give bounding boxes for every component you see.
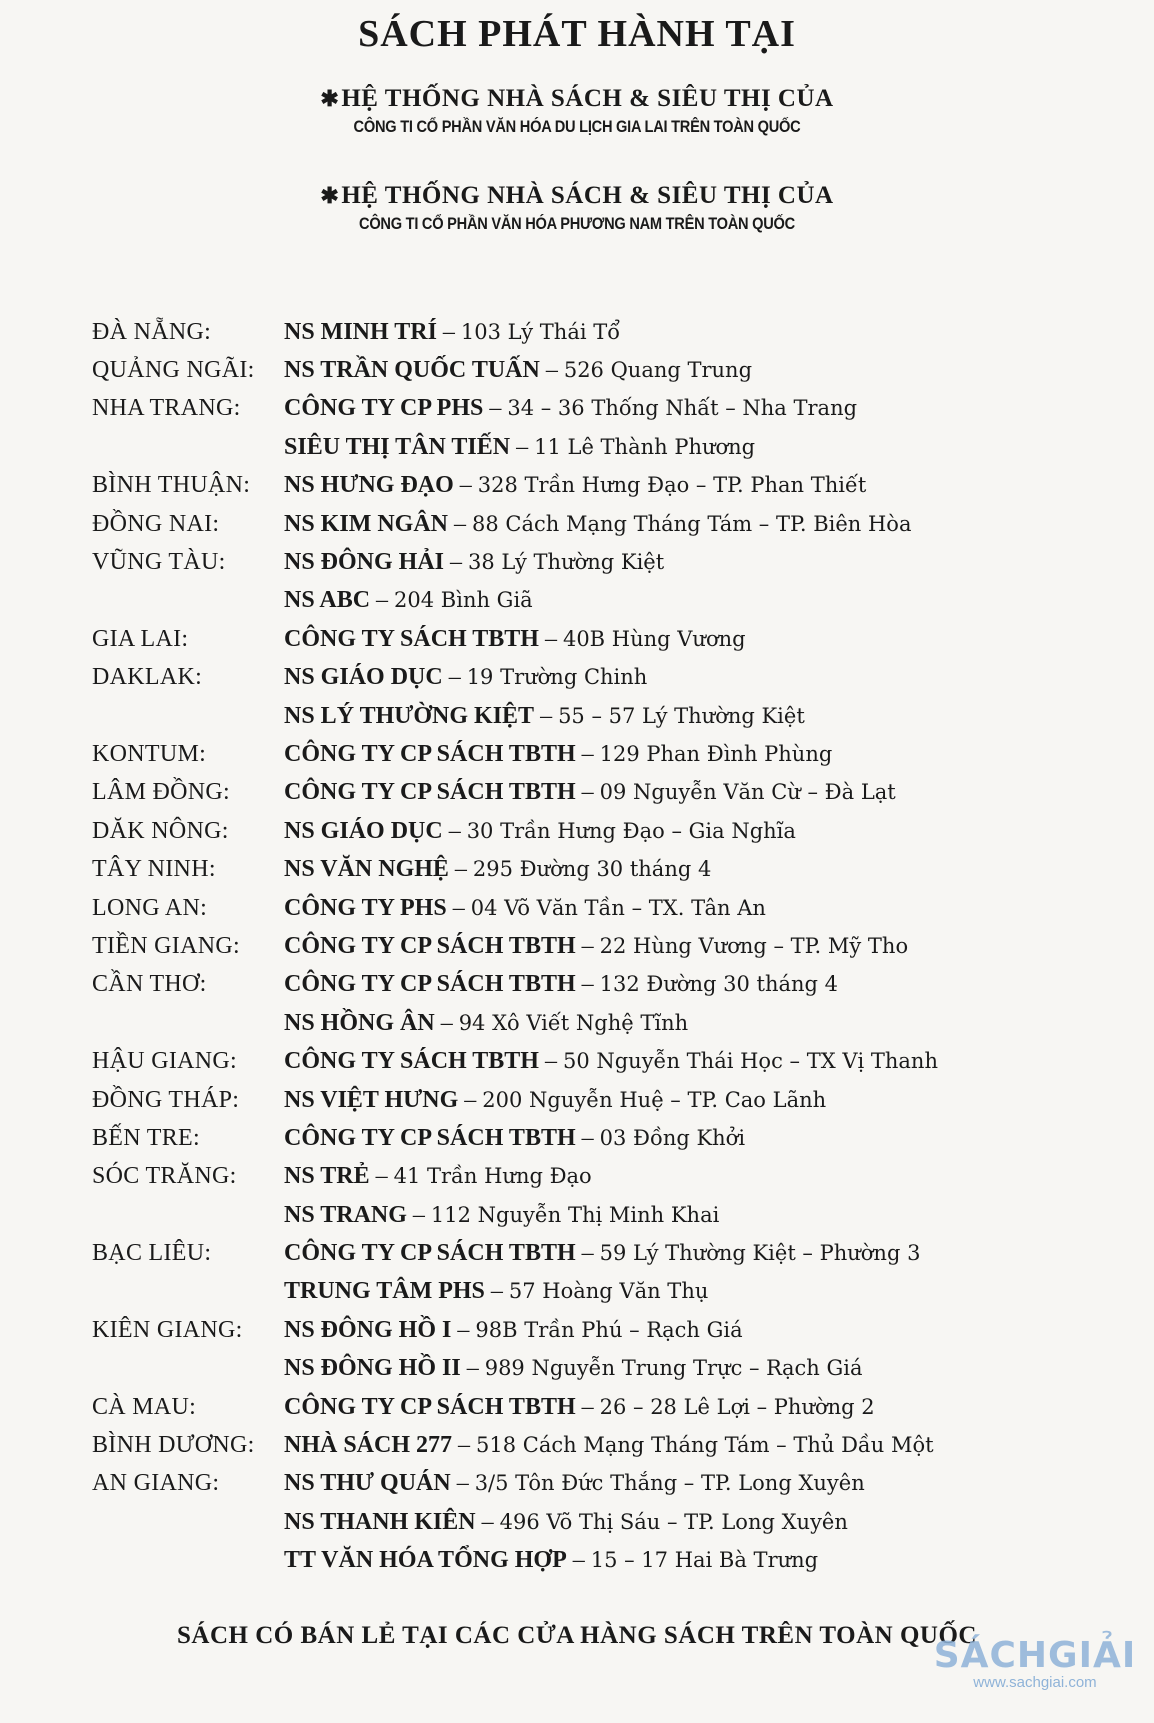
separator: – [575, 779, 600, 806]
watermark-logo [930, 1635, 1140, 1691]
dealer-entry [284, 664, 647, 691]
separator: – [566, 1547, 591, 1574]
province-label: DAKLAK: [92, 664, 203, 691]
dealer-row [92, 1081, 1092, 1119]
store-address: 204 Bình Giã [394, 588, 533, 613]
separator: – [446, 894, 471, 921]
dealer-list [92, 313, 1092, 1580]
separator: – [484, 1278, 509, 1305]
store-address: 94 Xô Viết Nghệ Tĩnh [458, 1010, 689, 1035]
dealer-entry [284, 779, 896, 806]
dealer-entry [284, 549, 664, 576]
dealer-row [92, 1388, 1092, 1426]
province-label: BẠC LIÊU: [92, 1240, 212, 1267]
store-address: 989 Nguyễn Trung Trực – Rạch Giá [484, 1356, 863, 1381]
province-label: HẬU GIANG: [92, 1048, 237, 1075]
separator: – [370, 587, 395, 614]
store-address: 328 Trần Hưng Đạo – TP. Phan Thiết [477, 473, 867, 498]
separator: – [436, 318, 461, 345]
dealer-row [92, 351, 1092, 389]
store-name: CÔNG TY SÁCH TBTH [284, 625, 539, 652]
dealer-entry [284, 818, 796, 845]
dealer-entry [284, 895, 766, 922]
store-name: CÔNG TY CP SÁCH TBTH [284, 740, 576, 767]
system-company: CÔNG TI CỔ PHẦN VĂN HÓA PHƯƠNG NAM TRÊN TOÀN QUỐC [359, 214, 795, 233]
separator: – [451, 1316, 476, 1343]
province-label: GIA LAI: [92, 625, 189, 652]
store-address: 11 Lê Thành Phương [534, 434, 756, 459]
store-address: 518 Cách Mạng Tháng Tám – Thủ Dầu Một [476, 1433, 934, 1458]
store-address: 112 Nguyễn Thị Minh Khai [430, 1202, 720, 1227]
store-address: 09 Nguyễn Văn Cừ – Đà Lạt [599, 780, 896, 805]
dealer-row [92, 850, 1092, 888]
dealer-row [92, 313, 1092, 351]
store-address: 04 Võ Văn Tần – TX. Tân An [470, 895, 766, 920]
dealer-row [92, 1196, 1092, 1234]
province-label: CẦN THƠ: [92, 971, 207, 998]
dealer-entry [284, 1278, 708, 1305]
separator: – [444, 549, 469, 576]
store-address: 496 Võ Thị Sáu – TP. Long Xuyên [499, 1509, 848, 1534]
separator: – [538, 625, 563, 652]
dealer-entry [284, 319, 620, 346]
separator: – [369, 1163, 394, 1190]
store-address: 38 Lý Thường Kiệt [468, 550, 665, 575]
separator: – [442, 664, 467, 691]
province-label: LONG AN: [92, 894, 208, 921]
store-name: CÔNG TY CP SÁCH TBTH [284, 1124, 576, 1151]
dealer-entry [284, 1087, 826, 1114]
dealer-row [92, 467, 1092, 505]
province-label: ĐỒNG THÁP: [92, 1086, 240, 1113]
dealer-entry [284, 1394, 875, 1421]
dealer-entry [284, 1125, 745, 1152]
dealer-row [92, 735, 1092, 773]
dealer-row [92, 543, 1092, 581]
separator: – [406, 1201, 431, 1228]
system-heading [0, 85, 1154, 113]
system-heading [0, 182, 1154, 210]
province-label: LÂM ĐỒNG: [92, 779, 231, 806]
dealer-row [92, 390, 1092, 428]
store-address: 129 Phan Đình Phùng [599, 741, 833, 766]
store-name: CÔNG TY CP SÁCH TBTH [284, 932, 576, 959]
separator: – [538, 1048, 563, 1075]
distribution-system-1 [0, 85, 1154, 137]
store-name: CÔNG TY CP SÁCH TBTH [284, 971, 576, 998]
store-address: 55 – 57 Lý Thường Kiệt [558, 703, 805, 728]
store-name: CÔNG TY CP SÁCH TBTH [284, 1393, 576, 1420]
dealer-entry [284, 856, 711, 883]
dealer-entry [284, 703, 805, 730]
store-address: 88 Cách Mạng Tháng Tám – TP. Biên Hòa [472, 511, 912, 536]
store-address: 03 Đồng Khởi [599, 1125, 746, 1150]
store-name: TRUNG TÂM PHS [284, 1278, 485, 1305]
dealer-row [92, 966, 1092, 1004]
store-name: NS ĐÔNG HỒ II [284, 1355, 461, 1382]
dealer-row [92, 505, 1092, 543]
dealer-row [92, 1503, 1092, 1541]
dealer-entry [284, 472, 866, 499]
dealer-row [92, 1426, 1092, 1464]
distribution-system-2 [0, 182, 1154, 234]
province-label: TÂY NINH: [92, 856, 216, 883]
store-name: NS KIM NGÂN [284, 510, 449, 537]
separator: – [460, 1355, 485, 1382]
dealer-entry [284, 1010, 688, 1037]
watermark-brand: SÁCHGIẢI [933, 1635, 1137, 1676]
store-address: 22 Hùng Vương – TP. Mỹ Tho [599, 933, 909, 958]
store-name: TT VĂN HÓA TỔNG HỢP [284, 1547, 567, 1574]
store-address: 526 Quang Trung [563, 358, 753, 383]
system-company: CÔNG TI CỔ PHẦN VĂN HÓA DU LỊCH GIA LAI TRÊN TOÀN QUỐC [353, 117, 801, 136]
separator: – [575, 932, 600, 959]
separator: – [539, 357, 564, 384]
separator: – [483, 395, 508, 422]
separator: – [510, 433, 535, 460]
dealer-row [92, 889, 1092, 927]
province-label: KONTUM: [92, 740, 207, 767]
page-title: SÁCH PHÁT HÀNH TẠI [358, 13, 796, 55]
store-address: 50 Nguyễn Thái Học – TX Vị Thanh [562, 1049, 938, 1074]
province-label: BẾN TRE: [92, 1124, 200, 1151]
dealer-row [92, 1350, 1092, 1388]
separator: – [448, 510, 473, 537]
separator: – [575, 1124, 600, 1151]
dealer-entry [284, 626, 746, 653]
dealer-row [92, 697, 1092, 735]
separator: – [448, 856, 473, 883]
store-name: NS ĐÔNG HỒ I [284, 1316, 452, 1343]
store-name: NS LÝ THƯỜNG KIỆT [284, 702, 535, 729]
province-label: SÓC TRĂNG: [92, 1163, 237, 1190]
dealer-entry [284, 1509, 848, 1536]
store-address: 34 – 36 Thống Nhất – Nha Trang [507, 396, 858, 421]
store-name: NS THƯ QUÁN [284, 1470, 451, 1497]
dealer-row [92, 1273, 1092, 1311]
dealer-entry [284, 357, 752, 384]
store-name: CÔNG TY CP PHS [284, 395, 484, 422]
province-label: ĐỒNG NAI: [92, 510, 220, 537]
store-name: NS MINH TRÍ [284, 318, 437, 345]
dealer-row [92, 1234, 1092, 1272]
dealer-row [92, 1465, 1092, 1503]
province-label: TIỀN GIANG: [92, 932, 240, 959]
dealer-row [92, 582, 1092, 620]
star-icon: ✱ [320, 183, 340, 208]
separator: – [434, 1009, 459, 1036]
province-label: AN GIANG: [92, 1470, 220, 1497]
system-heading-text: HỆ THỐNG NHÀ SÁCH & SIÊU THỊ CỦA [341, 85, 834, 112]
store-address: 98B Trần Phú – Rạch Giá [475, 1317, 743, 1342]
system-heading-text: HỆ THỐNG NHÀ SÁCH & SIÊU THỊ CỦA [341, 182, 834, 209]
store-name: NS ĐÔNG HẢI [284, 549, 445, 576]
separator: – [575, 971, 600, 998]
separator: – [575, 740, 600, 767]
separator: – [575, 1240, 600, 1267]
store-name: NS TRẺ [284, 1163, 370, 1190]
store-name: NS HỒNG ÂN [284, 1009, 435, 1036]
dealer-row [92, 812, 1092, 850]
separator: – [452, 1432, 477, 1459]
province-label: BÌNH THUẬN: [92, 472, 251, 499]
separator: – [453, 472, 478, 499]
dealer-row [92, 1042, 1092, 1080]
store-address: 103 Lý Thái Tổ [460, 319, 621, 344]
dealer-entry [284, 1355, 863, 1382]
separator: – [450, 1470, 475, 1497]
star-icon: ✱ [320, 86, 340, 111]
store-address: 40B Hùng Vương [562, 626, 746, 651]
dealer-entry [284, 933, 908, 960]
store-name: NS VĂN NGHỆ [284, 856, 449, 883]
dealer-entry [284, 1240, 920, 1267]
dealer-row [92, 620, 1092, 658]
dealer-row [92, 1542, 1092, 1580]
dealer-entry [284, 1202, 719, 1229]
store-address: 15 – 17 Hai Bà Trưng [590, 1548, 819, 1573]
dealer-entry [284, 1470, 865, 1497]
store-name: NS ABC [284, 587, 371, 614]
province-label: CÀ MAU: [92, 1393, 197, 1420]
dealer-row [92, 428, 1092, 466]
dealer-row [92, 1004, 1092, 1042]
store-address: 26 – 28 Lê Lợi – Phường 2 [599, 1394, 875, 1419]
store-name: NS VIỆT HƯNG [284, 1086, 459, 1113]
province-label: NHA TRANG: [92, 395, 241, 422]
province-label: QUẢNG NGÃI: [92, 357, 255, 384]
store-address: 295 Đường 30 tháng 4 [472, 857, 712, 882]
separator: – [458, 1086, 483, 1113]
dealer-row [92, 927, 1092, 965]
province-label: KIÊN GIANG: [92, 1316, 243, 1343]
dealer-entry [284, 741, 832, 768]
dealer-entry [284, 587, 533, 614]
store-address: 3/5 Tôn Đức Thắng – TP. Long Xuyên [474, 1471, 865, 1496]
dealer-entry [284, 1432, 934, 1459]
separator: – [475, 1508, 500, 1535]
store-name: CÔNG TY PHS [284, 894, 447, 921]
store-address: 30 Trần Hưng Đạo – Gia Nghĩa [466, 818, 796, 843]
separator: – [442, 817, 467, 844]
province-label: VŨNG TÀU: [92, 549, 226, 576]
store-name: NS GIÁO DỤC [284, 817, 443, 844]
dealer-entry [284, 395, 857, 422]
dealer-row [92, 1311, 1092, 1349]
store-address: 41 Trần Hưng Đạo [393, 1164, 592, 1189]
dealer-entry [284, 1547, 818, 1574]
dealer-row [92, 1158, 1092, 1196]
dealer-entry [284, 511, 911, 538]
footer-note: SÁCH CÓ BÁN LẺ TẠI CÁC CỬA HÀNG SÁCH TRÊN TOÀN QUỐC [177, 1622, 977, 1649]
store-name: NS HƯNG ĐẠO [284, 472, 454, 499]
store-name: NS GIÁO DỤC [284, 664, 443, 691]
store-name: CÔNG TY SÁCH TBTH [284, 1048, 539, 1075]
store-address: 200 Nguyễn Huệ – TP. Cao Lãnh [482, 1087, 827, 1112]
dealer-entry [284, 971, 838, 998]
store-name: SIÊU THỊ TÂN TIẾN [284, 433, 511, 460]
dealer-entry [284, 434, 755, 461]
dealer-entry [284, 1317, 743, 1344]
dealer-row [92, 659, 1092, 697]
store-address: 59 Lý Thường Kiệt – Phường 3 [599, 1241, 921, 1266]
store-name: NS TRANG [284, 1201, 407, 1228]
store-address: 57 Hoàng Văn Thụ [508, 1279, 709, 1304]
watermark-url: www.sachgiai.com [973, 1674, 1097, 1691]
store-name: NS TRẦN QUỐC TUẤN [284, 357, 540, 384]
dealer-entry [284, 1048, 938, 1075]
store-address: 132 Đường 30 tháng 4 [599, 972, 839, 997]
store-name: NHÀ SÁCH 277 [284, 1432, 453, 1459]
province-label: DĂK NÔNG: [92, 817, 229, 844]
dealer-row [92, 774, 1092, 812]
store-name: CÔNG TY CP SÁCH TBTH [284, 779, 576, 806]
separator: – [575, 1393, 600, 1420]
province-label: BÌNH DƯƠNG: [92, 1432, 255, 1459]
store-name: CÔNG TY CP SÁCH TBTH [284, 1240, 576, 1267]
province-label: ĐÀ NẴNG: [92, 318, 212, 345]
separator: – [534, 702, 559, 729]
dealer-row [92, 1119, 1092, 1157]
store-name: NS THANH KIÊN [284, 1508, 476, 1535]
dealer-entry [284, 1163, 592, 1190]
store-address: 19 Trường Chinh [466, 665, 648, 690]
